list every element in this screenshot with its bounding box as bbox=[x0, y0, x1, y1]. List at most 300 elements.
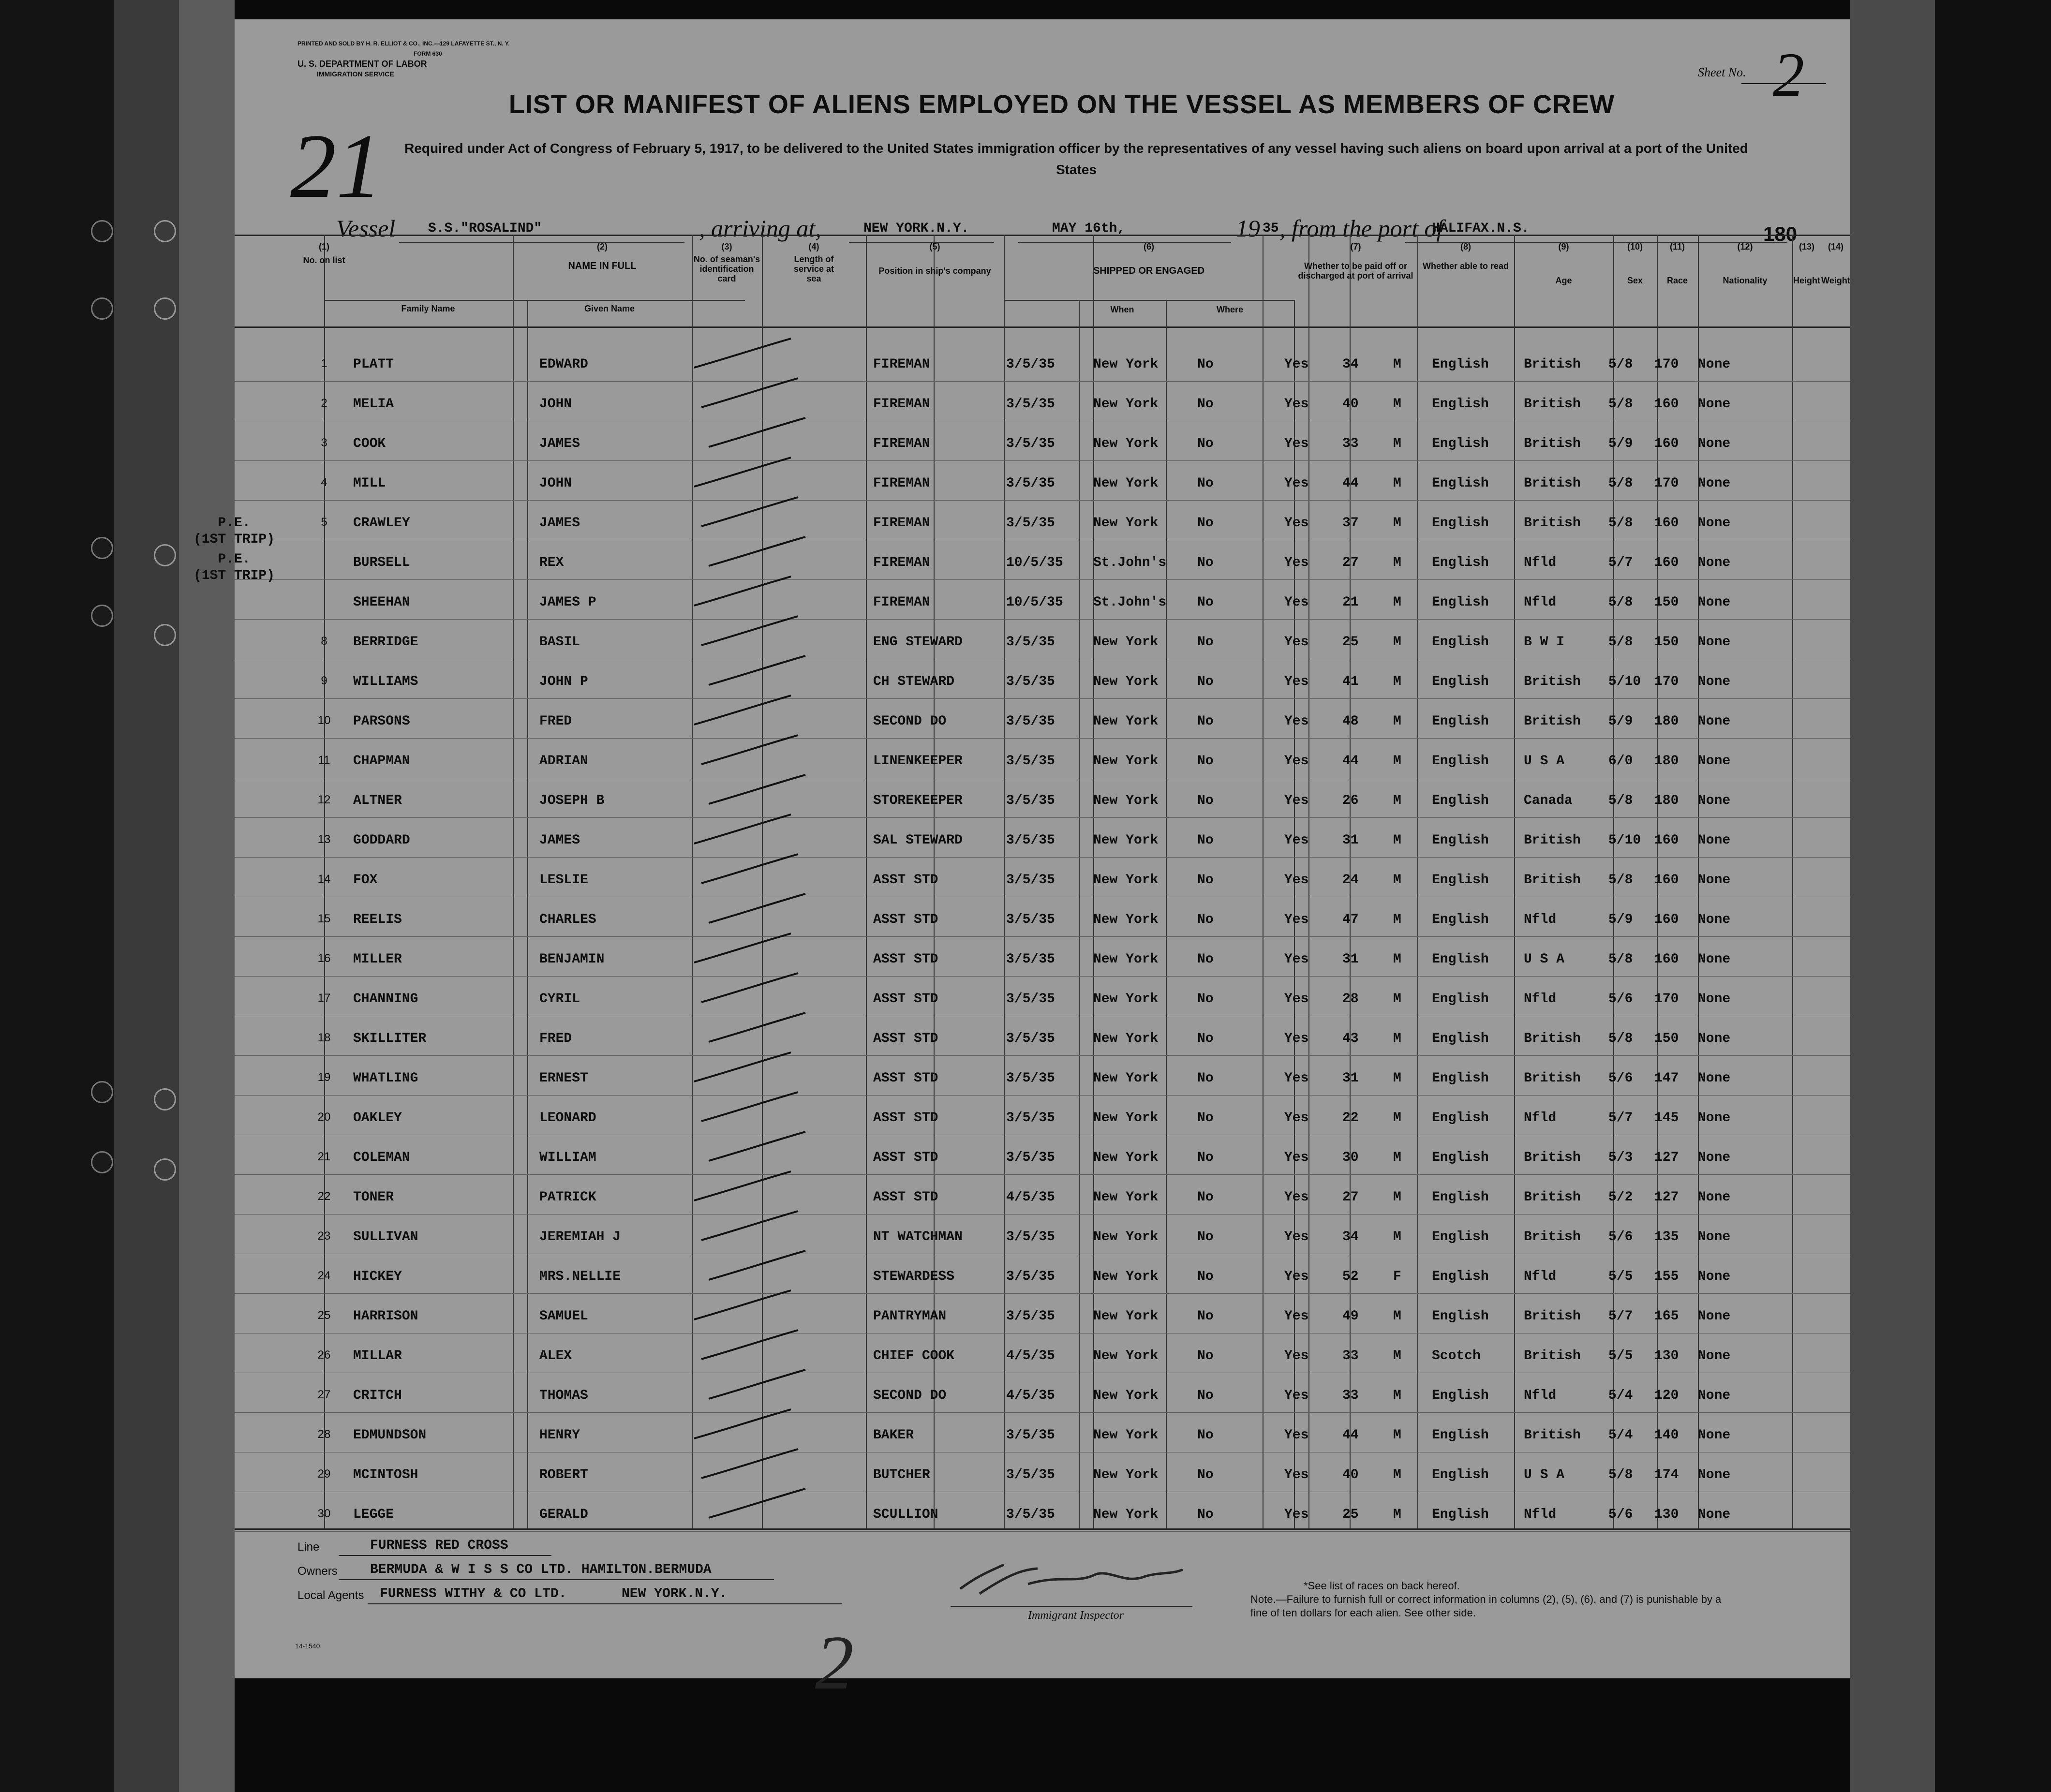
physical-marks-cell: None bbox=[1698, 1150, 1731, 1165]
row-number-cell: 12 bbox=[317, 793, 331, 806]
row-number-cell: 9 bbox=[321, 674, 327, 687]
binder-hole bbox=[91, 1081, 113, 1103]
paid-off-cell: No bbox=[1197, 714, 1214, 729]
given-name-cell: BENJAMIN bbox=[539, 952, 605, 967]
table-row bbox=[235, 383, 1850, 419]
row-number-cell: 10 bbox=[317, 714, 331, 727]
shipped-where-cell: New York bbox=[1093, 397, 1159, 412]
given-name-cell: BASIL bbox=[539, 635, 580, 650]
family-name-cell: MILLER bbox=[353, 952, 402, 967]
race-cell: English bbox=[1432, 1428, 1489, 1443]
paid-off-cell: No bbox=[1197, 992, 1214, 1007]
family-name-cell: MILL bbox=[353, 476, 386, 491]
shipped-when-cell: 3/5/35 bbox=[1006, 714, 1055, 729]
weight-cell: 120 bbox=[1654, 1388, 1679, 1403]
paid-off-cell: No bbox=[1197, 1111, 1214, 1126]
race-cell: English bbox=[1432, 1190, 1489, 1205]
table-row bbox=[235, 780, 1850, 816]
sex-cell: M bbox=[1393, 1388, 1401, 1403]
paid-off-cell: No bbox=[1197, 555, 1214, 570]
row-divider bbox=[235, 698, 1850, 699]
binder-hole bbox=[154, 220, 176, 242]
given-name-cell: MRS.NELLIE bbox=[539, 1269, 621, 1284]
position-cell: PANTRYMAN bbox=[873, 1309, 947, 1324]
position-cell: CHIEF COOK bbox=[873, 1348, 955, 1363]
position-cell: ASST STD bbox=[873, 1150, 938, 1165]
family-name-cell: COOK bbox=[353, 436, 386, 451]
manifest-footer bbox=[235, 1526, 1850, 1705]
height-cell: 5/4 bbox=[1608, 1388, 1633, 1403]
family-name-cell: FOX bbox=[353, 873, 378, 888]
paid-off-cell: No bbox=[1197, 833, 1214, 848]
sex-cell: M bbox=[1393, 397, 1401, 412]
shipped-when-cell: 3/5/35 bbox=[1006, 1269, 1055, 1284]
position-cell: NT WATCHMAN bbox=[873, 1229, 963, 1244]
weight-cell: 150 bbox=[1654, 635, 1679, 650]
col-header-family-name: Family Name bbox=[401, 304, 455, 313]
row-number-cell: 3 bbox=[321, 436, 327, 449]
able-to-read-cell: Yes bbox=[1284, 1071, 1309, 1086]
race-cell: English bbox=[1432, 397, 1489, 412]
sex-cell: M bbox=[1393, 1111, 1401, 1126]
table-row bbox=[235, 462, 1850, 499]
nationality-cell: British bbox=[1524, 1071, 1581, 1086]
table-row bbox=[235, 1494, 1850, 1530]
row-number-cell: 4 bbox=[321, 476, 327, 489]
able-to-read-cell: Yes bbox=[1284, 1190, 1309, 1205]
row-divider bbox=[235, 381, 1850, 382]
arrival-date: MAY 16th, bbox=[1052, 221, 1126, 236]
nationality-cell: Canada bbox=[1524, 793, 1573, 808]
table-row bbox=[235, 1375, 1850, 1411]
shipped-when-cell: 3/5/35 bbox=[1006, 635, 1055, 650]
age-cell: 43 bbox=[1342, 1031, 1359, 1046]
given-name-cell: ALEX bbox=[539, 1348, 572, 1363]
owners-value: BERMUDA & W I S S CO LTD. HAMILTON.BERMUDA bbox=[370, 1562, 712, 1577]
shipped-where-cell: New York bbox=[1093, 1388, 1159, 1403]
row-number-cell: 16 bbox=[317, 952, 331, 965]
age-cell: 47 bbox=[1342, 912, 1359, 927]
height-cell: 5/8 bbox=[1608, 1467, 1633, 1482]
inspector-label: Immigrant Inspector bbox=[1028, 1609, 1124, 1622]
position-cell: FIREMAN bbox=[873, 357, 930, 372]
age-cell: 34 bbox=[1342, 1229, 1359, 1244]
height-cell: 5/8 bbox=[1608, 873, 1633, 888]
header-bottom-border bbox=[235, 326, 1850, 328]
family-name-cell: HARRISON bbox=[353, 1309, 418, 1324]
shipped-where-cell: New York bbox=[1093, 1269, 1159, 1284]
owners-underline bbox=[339, 1579, 774, 1580]
nationality-cell: Nfld bbox=[1524, 1388, 1557, 1403]
position-cell: FIREMAN bbox=[873, 436, 930, 451]
table-row bbox=[235, 502, 1850, 538]
age-cell: 31 bbox=[1342, 952, 1359, 967]
age-cell: 44 bbox=[1342, 754, 1359, 769]
shipped-where-cell: St.John's bbox=[1093, 555, 1167, 570]
weight-cell: 160 bbox=[1654, 436, 1679, 451]
inspector-line bbox=[951, 1606, 1192, 1607]
year-prefix: 19 bbox=[1236, 215, 1260, 242]
physical-marks-cell: None bbox=[1698, 1071, 1731, 1086]
paid-off-cell: No bbox=[1197, 1190, 1214, 1205]
table-row bbox=[235, 1454, 1850, 1490]
shipped-when-cell: 3/5/35 bbox=[1006, 436, 1055, 451]
height-cell: 5/8 bbox=[1608, 1031, 1633, 1046]
given-name-cell: JAMES P bbox=[539, 595, 596, 610]
col-header-height: (13) Height bbox=[1793, 242, 1820, 285]
weight-cell: 160 bbox=[1654, 555, 1679, 570]
family-name-cell: TONER bbox=[353, 1190, 394, 1205]
sex-cell: M bbox=[1393, 1150, 1401, 1165]
shipped-where-cell: New York bbox=[1093, 1190, 1159, 1205]
nationality-cell: British bbox=[1524, 1190, 1581, 1205]
nationality-cell: British bbox=[1524, 1150, 1581, 1165]
row-number-cell: 29 bbox=[317, 1467, 331, 1481]
able-to-read-cell: Yes bbox=[1284, 1388, 1309, 1403]
position-cell: FIREMAN bbox=[873, 595, 930, 610]
table-row bbox=[235, 343, 1850, 380]
shipped-where-cell: New York bbox=[1093, 674, 1159, 689]
line-value: FURNESS RED CROSS bbox=[370, 1538, 508, 1553]
subheader-line bbox=[324, 300, 745, 301]
physical-marks-cell: None bbox=[1698, 1111, 1731, 1126]
shipped-when-cell: 3/5/35 bbox=[1006, 397, 1055, 412]
row-number-cell: 23 bbox=[317, 1229, 331, 1243]
physical-marks-cell: None bbox=[1698, 1428, 1731, 1443]
col-header-where: Where bbox=[1216, 305, 1243, 314]
shipped-when-cell: 3/5/35 bbox=[1006, 754, 1055, 769]
height-cell: 5/8 bbox=[1608, 595, 1633, 610]
margin-note-row-6: P.E. (1ST TRIP) bbox=[193, 516, 275, 547]
height-cell: 5/4 bbox=[1608, 1428, 1633, 1443]
family-name-cell: COLEMAN bbox=[353, 1150, 410, 1165]
paid-off-cell: No bbox=[1197, 516, 1214, 531]
height-cell: 5/6 bbox=[1608, 1229, 1633, 1244]
family-name-cell: OAKLEY bbox=[353, 1111, 402, 1126]
penalty-note: Note.—Failure to furnish full or correct information in columns (2), (5), (6), and (7) is punishable by a fine of ten dollars for each alien. See other side. bbox=[1250, 1593, 1722, 1619]
position-cell: FIREMAN bbox=[873, 516, 930, 531]
paid-off-cell: No bbox=[1197, 912, 1214, 927]
shipped-where-cell: New York bbox=[1093, 1150, 1159, 1165]
row-number-cell: 17 bbox=[317, 992, 331, 1005]
nationality-cell: Nfld bbox=[1524, 555, 1557, 570]
given-name-cell: THOMAS bbox=[539, 1388, 588, 1403]
physical-marks-cell: None bbox=[1698, 992, 1731, 1007]
row-number-cell: 15 bbox=[317, 912, 331, 925]
nationality-cell: British bbox=[1524, 833, 1581, 848]
subheader-line bbox=[1004, 300, 1294, 301]
table-row bbox=[235, 423, 1850, 459]
physical-marks-cell: None bbox=[1698, 1388, 1731, 1403]
vessel-label: Vessel bbox=[336, 215, 396, 242]
race-cell: English bbox=[1432, 1229, 1489, 1244]
sex-cell: M bbox=[1393, 714, 1401, 729]
line-underline bbox=[339, 1555, 551, 1556]
shipped-where-cell: New York bbox=[1093, 1428, 1159, 1443]
able-to-read-cell: Yes bbox=[1284, 357, 1309, 372]
shipped-where-cell: New York bbox=[1093, 1031, 1159, 1046]
able-to-read-cell: Yes bbox=[1284, 1269, 1309, 1284]
nationality-cell: Nfld bbox=[1524, 992, 1557, 1007]
footer-notes bbox=[1250, 1579, 1734, 1620]
shipped-when-cell: 4/5/35 bbox=[1006, 1388, 1055, 1403]
race-cell: English bbox=[1432, 1467, 1489, 1482]
able-to-read-cell: Yes bbox=[1284, 992, 1309, 1007]
sex-cell: M bbox=[1393, 674, 1401, 689]
race-cell: English bbox=[1432, 992, 1489, 1007]
able-to-read-cell: Yes bbox=[1284, 436, 1309, 451]
row-number-cell: 27 bbox=[317, 1388, 331, 1401]
position-cell: STEWARDESS bbox=[873, 1269, 955, 1284]
age-cell: 31 bbox=[1342, 1071, 1359, 1086]
form-number: FORM 630 bbox=[414, 50, 442, 57]
shipped-where-cell: New York bbox=[1093, 516, 1159, 531]
sex-cell: M bbox=[1393, 754, 1401, 769]
sex-cell: F bbox=[1393, 1269, 1401, 1284]
paid-off-cell: No bbox=[1197, 952, 1214, 967]
family-name-cell: EDMUNDSON bbox=[353, 1428, 427, 1443]
height-cell: 5/8 bbox=[1608, 516, 1633, 531]
family-name-cell: SHEEHAN bbox=[353, 595, 410, 610]
nationality-cell: British bbox=[1524, 674, 1581, 689]
paid-off-cell: No bbox=[1197, 1229, 1214, 1244]
family-name-cell: CRAWLEY bbox=[353, 516, 410, 531]
position-cell: ASST STD bbox=[873, 873, 938, 888]
sex-cell: M bbox=[1393, 555, 1401, 570]
weight-cell: 170 bbox=[1654, 674, 1679, 689]
sex-cell: M bbox=[1393, 1428, 1401, 1443]
physical-marks-cell: None bbox=[1698, 952, 1731, 967]
height-cell: 5/10 bbox=[1608, 674, 1641, 689]
row-divider bbox=[235, 857, 1850, 858]
age-cell: 48 bbox=[1342, 714, 1359, 729]
family-name-cell: SKILLITER bbox=[353, 1031, 427, 1046]
sex-cell: M bbox=[1393, 1071, 1401, 1086]
weight-cell: 180 bbox=[1654, 714, 1679, 729]
sex-cell: M bbox=[1393, 436, 1401, 451]
table-row bbox=[235, 978, 1850, 1014]
position-cell: LINENKEEPER bbox=[873, 754, 963, 769]
given-name-cell: JOSEPH B bbox=[539, 793, 605, 808]
shipped-when-cell: 3/5/35 bbox=[1006, 833, 1055, 848]
table-row bbox=[235, 581, 1850, 618]
given-name-cell: FRED bbox=[539, 1031, 572, 1046]
physical-marks-cell: None bbox=[1698, 1031, 1731, 1046]
row-number-cell: 8 bbox=[321, 635, 327, 648]
col-header-service-length: (4) Length of service at sea bbox=[793, 242, 834, 283]
family-name-cell: MILLAR bbox=[353, 1348, 402, 1363]
height-cell: 5/8 bbox=[1608, 476, 1633, 491]
given-name-cell: ERNEST bbox=[539, 1071, 588, 1086]
height-cell: 5/7 bbox=[1608, 1309, 1633, 1324]
row-divider bbox=[235, 738, 1850, 739]
right-film-edge bbox=[1935, 0, 2051, 1792]
race-cell: English bbox=[1432, 1309, 1489, 1324]
weight-cell: 174 bbox=[1654, 1467, 1679, 1482]
table-row bbox=[235, 938, 1850, 975]
nationality-cell: Nfld bbox=[1524, 912, 1557, 927]
family-name-cell: MCINTOSH bbox=[353, 1467, 418, 1482]
race-cell: English bbox=[1432, 912, 1489, 927]
shipped-where-cell: New York bbox=[1093, 833, 1159, 848]
position-cell: SECOND DO bbox=[873, 1388, 947, 1403]
table-row bbox=[235, 859, 1850, 895]
weight-cell: 170 bbox=[1654, 476, 1679, 491]
row-number-cell: 1 bbox=[321, 357, 327, 370]
weight-cell: 127 bbox=[1654, 1190, 1679, 1205]
height-cell: 5/8 bbox=[1608, 635, 1633, 650]
binder-hole bbox=[91, 1151, 113, 1173]
sex-cell: M bbox=[1393, 1507, 1401, 1522]
position-cell: ASST STD bbox=[873, 1031, 938, 1046]
manifest-title: LIST OR MANIFEST OF ALIENS EMPLOYED ON THE VESSEL AS MEMBERS OF CREW bbox=[508, 90, 1615, 119]
sex-cell: M bbox=[1393, 595, 1401, 610]
shipped-when-cell: 3/5/35 bbox=[1006, 1309, 1055, 1324]
shipped-where-cell: New York bbox=[1093, 1507, 1159, 1522]
age-cell: 25 bbox=[1342, 635, 1359, 650]
col-header-no: (1) No. on list bbox=[303, 242, 345, 265]
shipped-when-cell: 3/5/35 bbox=[1006, 1111, 1055, 1126]
given-name-cell: GERALD bbox=[539, 1507, 588, 1522]
handwritten-number: 21 bbox=[290, 116, 382, 217]
row-divider bbox=[235, 460, 1850, 461]
nationality-cell: British bbox=[1524, 1031, 1581, 1046]
shipped-where-cell: New York bbox=[1093, 754, 1159, 769]
height-cell: 5/5 bbox=[1608, 1348, 1633, 1363]
nationality-cell: British bbox=[1524, 1428, 1581, 1443]
paid-off-cell: No bbox=[1197, 1348, 1214, 1363]
shipped-when-cell: 3/5/35 bbox=[1006, 1229, 1055, 1244]
age-cell: 40 bbox=[1342, 397, 1359, 412]
position-cell: STOREKEEPER bbox=[873, 793, 963, 808]
given-name-cell: CHARLES bbox=[539, 912, 596, 927]
margin-note-row-7: P.E. (1ST TRIP) bbox=[193, 552, 275, 583]
able-to-read-cell: Yes bbox=[1284, 1309, 1309, 1324]
height-cell: 5/7 bbox=[1608, 555, 1633, 570]
height-cell: 5/9 bbox=[1608, 436, 1633, 451]
height-cell: 5/10 bbox=[1608, 833, 1641, 848]
shipped-when-cell: 3/5/35 bbox=[1006, 793, 1055, 808]
row-number-cell: 20 bbox=[317, 1111, 331, 1124]
paid-off-cell: No bbox=[1197, 793, 1214, 808]
shipped-where-cell: New York bbox=[1093, 793, 1159, 808]
row-divider bbox=[235, 976, 1850, 977]
row-divider bbox=[235, 619, 1850, 620]
physical-marks-cell: None bbox=[1698, 873, 1731, 888]
height-cell: 5/8 bbox=[1608, 793, 1633, 808]
paid-off-cell: No bbox=[1197, 595, 1214, 610]
family-name-cell: MELIA bbox=[353, 397, 394, 412]
sex-cell: M bbox=[1393, 476, 1401, 491]
shipped-when-cell: 10/5/35 bbox=[1006, 595, 1063, 610]
shipped-where-cell: New York bbox=[1093, 357, 1159, 372]
nationality-cell: British bbox=[1524, 873, 1581, 888]
weight-cell: 155 bbox=[1654, 1269, 1679, 1284]
age-cell: 41 bbox=[1342, 674, 1359, 689]
paid-off-cell: No bbox=[1197, 1071, 1214, 1086]
race-cell: Scotch bbox=[1432, 1348, 1481, 1363]
shipped-when-cell: 10/5/35 bbox=[1006, 555, 1063, 570]
printer-line: PRINTED AND SOLD BY H. R. ELLIOT & CO., INC.—129 LAFAYETTE ST., N. Y. bbox=[297, 40, 510, 47]
given-name-cell: EDWARD bbox=[539, 357, 588, 372]
table-row bbox=[235, 1335, 1850, 1371]
age-cell: 44 bbox=[1342, 1428, 1359, 1443]
row-number-cell: 11 bbox=[318, 754, 330, 767]
age-cell: 44 bbox=[1342, 476, 1359, 491]
table-row bbox=[235, 700, 1850, 737]
race-cell: English bbox=[1432, 635, 1489, 650]
height-cell: 5/9 bbox=[1608, 714, 1633, 729]
age-cell: 52 bbox=[1342, 1269, 1359, 1284]
race-cell: English bbox=[1432, 793, 1489, 808]
family-name-cell: CRITCH bbox=[353, 1388, 402, 1403]
row-divider bbox=[235, 500, 1850, 501]
given-name-cell: REX bbox=[539, 555, 564, 570]
age-cell: 40 bbox=[1342, 1467, 1359, 1482]
sex-cell: M bbox=[1393, 1229, 1401, 1244]
shipped-when-cell: 3/5/35 bbox=[1006, 1071, 1055, 1086]
binder-hole bbox=[91, 297, 113, 320]
weight-cell: 170 bbox=[1654, 357, 1679, 372]
race-cell: English bbox=[1432, 555, 1489, 570]
physical-marks-cell: None bbox=[1698, 555, 1731, 570]
able-to-read-cell: Yes bbox=[1284, 1507, 1309, 1522]
height-cell: 5/8 bbox=[1608, 952, 1633, 967]
nationality-cell: British bbox=[1524, 476, 1581, 491]
nationality-cell: U S A bbox=[1524, 1467, 1565, 1482]
given-name-cell: HENRY bbox=[539, 1428, 580, 1443]
able-to-read-cell: Yes bbox=[1284, 833, 1309, 848]
position-cell: ASST STD bbox=[873, 952, 938, 967]
physical-marks-cell: None bbox=[1698, 1229, 1731, 1244]
family-name-cell: SULLIVAN bbox=[353, 1229, 418, 1244]
able-to-read-cell: Yes bbox=[1284, 595, 1309, 610]
physical-marks-cell: None bbox=[1698, 912, 1731, 927]
weight-cell: 170 bbox=[1654, 992, 1679, 1007]
sex-cell: M bbox=[1393, 952, 1401, 967]
shipped-where-cell: New York bbox=[1093, 1229, 1159, 1244]
physical-marks-cell: None bbox=[1698, 1309, 1731, 1324]
paid-off-cell: No bbox=[1197, 476, 1214, 491]
given-name-cell: SAMUEL bbox=[539, 1309, 588, 1324]
given-name-cell: LEONARD bbox=[539, 1111, 596, 1126]
nationality-cell: British bbox=[1524, 1229, 1581, 1244]
col-header-when: When bbox=[1110, 305, 1134, 314]
paid-off-cell: No bbox=[1197, 1428, 1214, 1443]
age-cell: 26 bbox=[1342, 793, 1359, 808]
physical-marks-cell: None bbox=[1698, 833, 1731, 848]
table-row bbox=[235, 740, 1850, 776]
position-cell: SCULLION bbox=[873, 1507, 938, 1522]
table-top-border bbox=[235, 235, 1850, 236]
sex-cell: M bbox=[1393, 516, 1401, 531]
physical-marks-cell: None bbox=[1698, 516, 1731, 531]
race-cell: English bbox=[1432, 754, 1489, 769]
family-name-cell: LEGGE bbox=[353, 1507, 394, 1522]
manifest-subtitle: Required under Act of Congress of February 5, 1917, to be delivered to the United States immigration officer by the representatives of any vessel having such aliens on board upon arrival at a port of the United States bbox=[404, 141, 1748, 177]
race-cell: English bbox=[1432, 1071, 1489, 1086]
sex-cell: M bbox=[1393, 635, 1401, 650]
paid-off-cell: No bbox=[1197, 1031, 1214, 1046]
sex-cell: M bbox=[1393, 912, 1401, 927]
service-name: IMMIGRATION SERVICE bbox=[317, 70, 394, 78]
weight-cell: 160 bbox=[1654, 873, 1679, 888]
shipped-when-cell: 4/5/35 bbox=[1006, 1348, 1055, 1363]
nationality-cell: B W I bbox=[1524, 635, 1565, 650]
row-number-cell: 13 bbox=[317, 833, 331, 846]
weight-cell: 147 bbox=[1654, 1071, 1679, 1086]
able-to-read-cell: Yes bbox=[1284, 714, 1309, 729]
